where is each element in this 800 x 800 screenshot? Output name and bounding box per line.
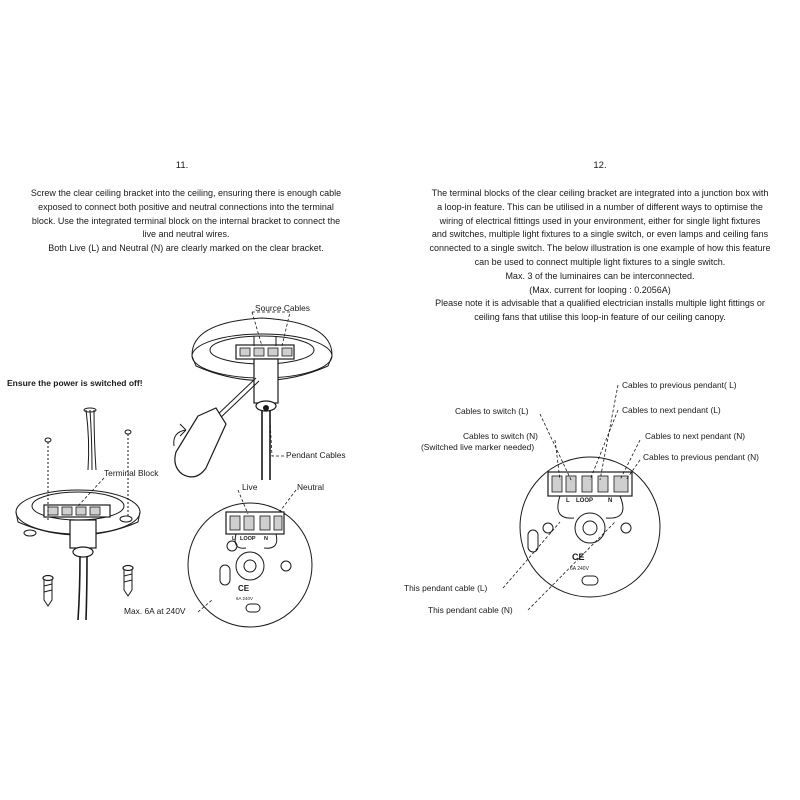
next-pendant-n-label: Cables to next pendant (N) xyxy=(645,431,746,441)
live-label: Live xyxy=(242,482,258,492)
loop-mark: LOOP xyxy=(240,536,256,542)
prev-pendant-n-label: Cables to previous pendant (N) xyxy=(643,452,759,462)
text-line: and switches, multiple light fixtures to a single switch, or even lamps and ceiling fans xyxy=(431,229,769,240)
neutral-mark: N xyxy=(608,498,613,504)
rating-mark: 6A 240V xyxy=(570,566,589,572)
text-line: Both Live (L) and Neutral (N) are clearly marked on the clear bracket. xyxy=(48,243,324,254)
ce-mark: CE xyxy=(238,584,250,593)
ce-mark: CE xyxy=(572,552,585,562)
prev-pendant-l-label: Cables to previous pendant( L) xyxy=(622,380,737,390)
text-line: live and neutral wires. xyxy=(142,229,230,240)
live-mark: L xyxy=(232,536,236,542)
power-warning: Ensure the power is switched off! xyxy=(7,378,143,388)
text-line: Screw the clear ceiling bracket into the ceiling, ensuring there is enough cable xyxy=(30,188,342,198)
switch-n-note: (Switched live marker needed) xyxy=(421,442,535,452)
switch-n-label: Cables to switch (N) xyxy=(463,431,538,441)
ceiling-canopy-left xyxy=(16,490,140,620)
text-line: block. Use the integrated terminal block on the internal bracket to connect the xyxy=(31,215,341,226)
fixing-screw-icon xyxy=(123,430,133,596)
neutral-label: Neutral xyxy=(297,482,324,492)
text-line: can be used to connect multiple light fixtures to a single switch. xyxy=(474,256,726,267)
page-number-right: 12. xyxy=(593,160,607,171)
text-line: The terminal blocks of the clear ceiling bracket are integrated into a junction box with xyxy=(431,188,769,198)
next-pendant-l-label: Cables to next pendant (L) xyxy=(622,405,721,415)
source-wires-icon xyxy=(84,408,96,470)
canopy-plate-right xyxy=(520,457,660,597)
text-line: wiring of electrical fittings used in your environment, either for single light fixtures xyxy=(439,215,761,226)
text-line: Please note it is advisable that a qualified electrician installs multiple light fittings or xyxy=(435,298,765,309)
screwdriver-icon xyxy=(174,378,259,477)
rating-mark: 6A 240V xyxy=(236,596,254,601)
pendant-cables-label: Pendant Cables xyxy=(286,450,346,460)
live-mark: L xyxy=(566,498,570,504)
max-current-label: Max. 6A at 240V xyxy=(124,606,186,616)
this-pendant-l-label: This pendant cable (L) xyxy=(404,583,488,593)
switch-l-label: Cables to switch (L) xyxy=(455,406,529,416)
this-pendant-n-label: This pendant cable (N) xyxy=(428,605,513,615)
canopy-plate-left xyxy=(188,503,312,627)
neutral-mark: N xyxy=(264,536,268,542)
leader-lines-right xyxy=(503,385,640,610)
text-line: ceiling fans that utilise this loop-in feature of our ceiling canopy. xyxy=(474,312,726,323)
text-line: a loop-in feature. This can be utilised in a number of different ways to optimise the xyxy=(437,201,763,212)
fixing-screw-icon xyxy=(43,438,53,606)
text-line: connected to a single switch. The below illustration is one example of how this feature xyxy=(429,243,771,254)
text-line: (Max. current for looping : 0.2056A) xyxy=(529,284,671,295)
source-cables-label: Source Cables xyxy=(255,303,310,313)
loop-mark: LOOP xyxy=(576,498,594,504)
text-line: exposed to connect both positive and neutral connections into the terminal xyxy=(38,201,334,212)
page-number-left: 11. xyxy=(175,160,189,171)
terminal-block-label: Terminal Block xyxy=(104,468,159,478)
text-line: Max. 3 of the luminaires can be interconnected. xyxy=(505,270,695,281)
